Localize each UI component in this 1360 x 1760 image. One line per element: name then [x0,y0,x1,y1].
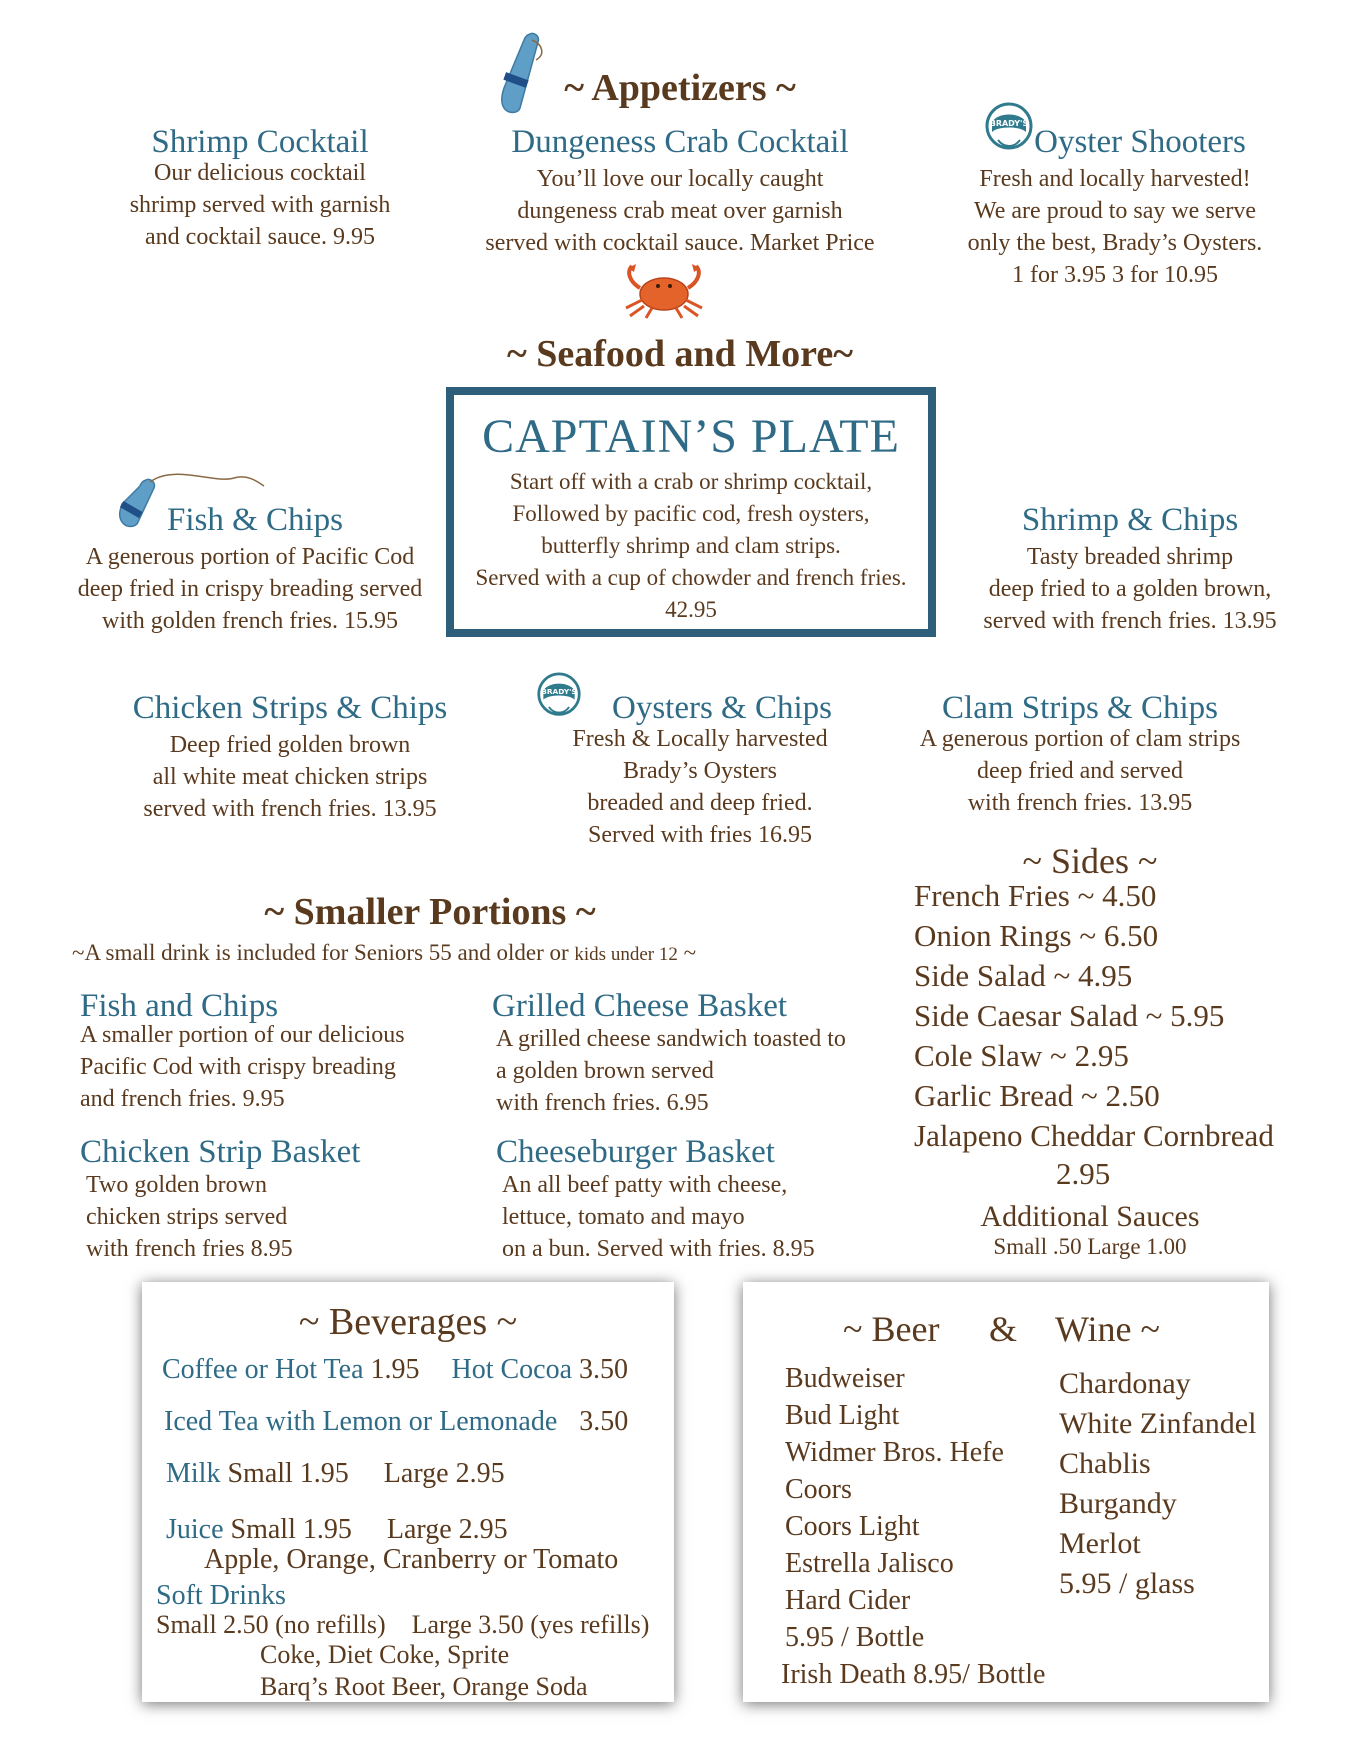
side-item: Onion Rings ~ 6.50 [914,918,1159,953]
sauces-prices: Small .50 Large 1.00 [993,1234,1187,1259]
beer-heading: ~ Beer [843,1309,940,1349]
item-title: Grilled Cheese Basket [492,988,788,1024]
beer-item: Budweiser [785,1363,905,1394]
wine-item: Chardonay [1059,1367,1191,1400]
item-desc-line: Served with fries 16.95 [588,822,812,848]
soft-drinks-list: Barq’s Root Beer, Orange Soda [260,1672,588,1701]
item-desc-line: deep fried in crispy breading served [77,576,423,602]
item-title: Cheeseburger Basket [496,1134,775,1170]
item-desc-line: chicken strips served [86,1204,288,1230]
sauces-title: Additional Sauces [980,1200,1200,1233]
soft-drinks-title: Soft Drinks [156,1580,286,1611]
wine-item: Chablis [1059,1447,1151,1480]
item-desc-line: You’ll love our locally caught [536,166,824,192]
beer-item: Widmer Bros. Hefe [785,1437,1004,1468]
beverage-price: Small 1.95 Large 2.95 [227,1458,505,1489]
item-desc-line: breaded and deep fried. [587,790,813,816]
beverages-panel [142,1282,674,1702]
item-desc-line: lettuce, tomato and mayo [502,1204,745,1230]
item-desc-line: served with french fries. 13.95 [143,796,437,822]
note-main: ~A small drink is included for Seniors 55 and older or [72,940,575,965]
beverage-price: 1.95 [370,1354,420,1385]
side-item-price: 2.95 [1056,1156,1111,1191]
menu-item-small-fish-and-chips [80,988,480,1115]
beverage-price: Small 1.95 Large 2.95 [230,1514,508,1545]
captains-plate-box [446,387,936,637]
side-item: Garlic Bread ~ 2.50 [914,1078,1160,1113]
item-desc-line: Brady’s Oysters [623,758,777,784]
captains-plate-line: Followed by pacific cod, fresh oysters, [512,501,870,526]
beer-and-wine-panel [743,1282,1269,1702]
sides-heading: ~ Sides ~ [1022,841,1158,881]
item-title: Chicken Strips & Chips [132,690,448,726]
side-item: Side Caesar Salad ~ 5.95 [914,998,1225,1033]
item-desc-line: Tasty breaded shrimp [1026,544,1234,570]
captains-plate-line: butterfly shrimp and clam strips. [541,533,841,558]
item-desc-line: with french fries 8.95 [86,1236,293,1262]
note-end: ~ [677,940,697,965]
smaller-portions-heading: ~ Smaller Portions ~ [264,891,596,933]
captains-plate-title: CAPTAIN’S PLATE [482,410,900,463]
item-desc-line: A grilled cheese sandwich toasted to [496,1026,846,1052]
beer-item: Coors [785,1474,852,1505]
additional-sauces [960,1200,1220,1260]
menu-item-oyster-shooters [950,124,1280,291]
wine-heading: Wine ~ [1055,1309,1160,1349]
item-title: Shrimp Cocktail [151,124,369,160]
side-item: Side Salad ~ 4.95 [914,958,1133,993]
menu-item-oysters-and-chips [540,690,860,851]
svg-text:BRADY'S: BRADY'S [989,119,1029,128]
ampersand: & [989,1309,1018,1349]
item-desc-line: served with cocktail sauce. Market Price [485,230,875,256]
item-desc-line: served with french fries. 13.95 [983,608,1277,634]
captains-plate-line: Served with a cup of chowder and french fries. [475,565,907,590]
item-desc-line: A generous portion of clam strips [919,726,1241,752]
menu-item-shrimp-and-chips [940,502,1320,637]
beverage-name: Coffee or Hot Tea [162,1354,364,1385]
wine-item: Merlot [1059,1527,1141,1560]
beverage-row-coffee [162,1354,628,1386]
item-title: Oysters & Chips [611,690,832,726]
item-title: Dungeness Crab Cocktail [511,124,849,160]
item-desc-line: Deep fried golden brown [169,732,411,758]
beer-item: Estrella Jalisco [785,1548,954,1579]
item-desc-line: Two golden brown [86,1172,267,1198]
beverages-heading: ~ Beverages ~ [298,1301,518,1343]
beverage-name: Iced Tea with Lemon or Lemonade [164,1406,558,1437]
menu-item-cheeseburger-basket [496,1134,896,1265]
item-desc-line: We are proud to say we serve [974,198,1256,224]
item-desc-line: An all beef patty with cheese, [502,1172,788,1198]
menu-item-fish-and-chips [60,502,440,637]
captains-plate-line: Start off with a crab or shrimp cocktail, [509,469,873,494]
item-title: Shrimp & Chips [1021,502,1239,538]
wine-item: White Zinfandel [1059,1407,1257,1440]
item-title: Fish and Chips [80,988,279,1024]
beer-price: 5.95 / Bottle [785,1622,925,1653]
item-desc-line: only the best, Brady’s Oysters. [967,230,1263,256]
irish-death-special: Irish Death 8.95/ Bottle [781,1659,1046,1690]
item-desc-line: Pacific Cod with crispy breading [80,1054,396,1080]
soft-drinks-list: Coke, Diet Coke, Sprite [260,1640,510,1669]
item-desc-line: shrimp served with garnish [129,192,391,218]
seafood-heading: ~ Seafood and More~ [507,333,853,375]
juice-flavors: Apple, Orange, Cranberry or Tomato [204,1544,619,1575]
menu-item-shrimp-cocktail [100,124,420,253]
side-item: French Fries ~ 4.50 [914,878,1157,913]
beer-list [785,1360,1004,1656]
item-desc-line: with golden french fries. 15.95 [102,608,398,634]
item-desc-line: dungeness crab meat over garnish [517,198,843,224]
item-desc-line: and french fries. 9.95 [80,1086,285,1112]
sides-list [914,876,1314,1194]
beer-item: Coors Light [785,1511,920,1542]
wine-price: 5.95 / glass [1059,1567,1195,1600]
menu-item-chicken-strip-basket [80,1134,480,1265]
captains-plate-price: 42.95 [665,597,717,622]
svg-text:BRADY'S: BRADY'S [541,687,577,697]
item-title: Chicken Strip Basket [80,1134,361,1170]
item-desc-line: with french fries. 13.95 [967,790,1193,816]
item-desc-line: A generous portion of Pacific Cod [85,544,415,570]
wine-list [1059,1364,1256,1604]
item-desc-line: all white meat chicken strips [152,764,428,790]
item-desc-line: on a bun. Served with fries. 8.95 [502,1236,815,1262]
item-desc-line: deep fried to a golden brown, [988,576,1272,602]
beer-item: Bud Light [785,1400,900,1431]
wine-item: Burgandy [1059,1487,1177,1520]
item-desc-line: Fresh and locally harvested! [979,166,1251,192]
beverage-name: Hot Cocoa [451,1354,573,1385]
item-desc-line: with french fries. 6.95 [496,1090,709,1116]
note-kids: kids under 12 [574,944,678,965]
item-desc-line: A smaller portion of our delicious [80,1022,405,1048]
crab-icon [618,262,710,320]
side-item: Jalapeno Cheddar Cornbread [914,1118,1274,1153]
menu-item-grilled-cheese-basket [492,988,892,1119]
item-title: Fish & Chips [166,502,344,538]
appetizers-heading: ~ Appetizers ~ [564,67,796,109]
item-title: Clam Strips & Chips [942,690,1218,726]
item-title: Oyster Shooters [1034,124,1246,160]
side-item: Cole Slaw ~ 2.95 [914,1038,1129,1073]
beverage-row-iced-tea [164,1406,628,1438]
soft-drinks-prices: Small 2.50 (no refills) Large 3.50 (yes refills) [156,1610,650,1639]
item-desc-line: Our delicious cocktail [154,160,366,186]
menu-item-chicken-strips-and-chips [100,690,480,825]
item-desc-line: a golden brown served [496,1058,714,1084]
beer-item: Hard Cider [785,1585,911,1616]
menu-item-clam-strips-and-chips [900,690,1260,819]
menu-item-dungeness-crab-cocktail [470,124,890,259]
beverage-name: Milk [166,1458,221,1489]
beverage-row-juice [166,1514,508,1546]
beverage-name: Juice [166,1514,224,1545]
item-desc-line: deep fried and served [977,758,1183,784]
item-desc-line: and cocktail sauce. 9.95 [145,224,375,250]
smaller-portions-note [72,940,696,966]
item-desc-line: 1 for 3.95 3 for 10.95 [1012,262,1218,288]
beverage-price: 3.50 [579,1406,629,1437]
beverage-row-milk [166,1458,505,1490]
beverage-price: 3.50 [579,1354,629,1385]
item-desc-line: Fresh & Locally harvested [572,726,828,752]
